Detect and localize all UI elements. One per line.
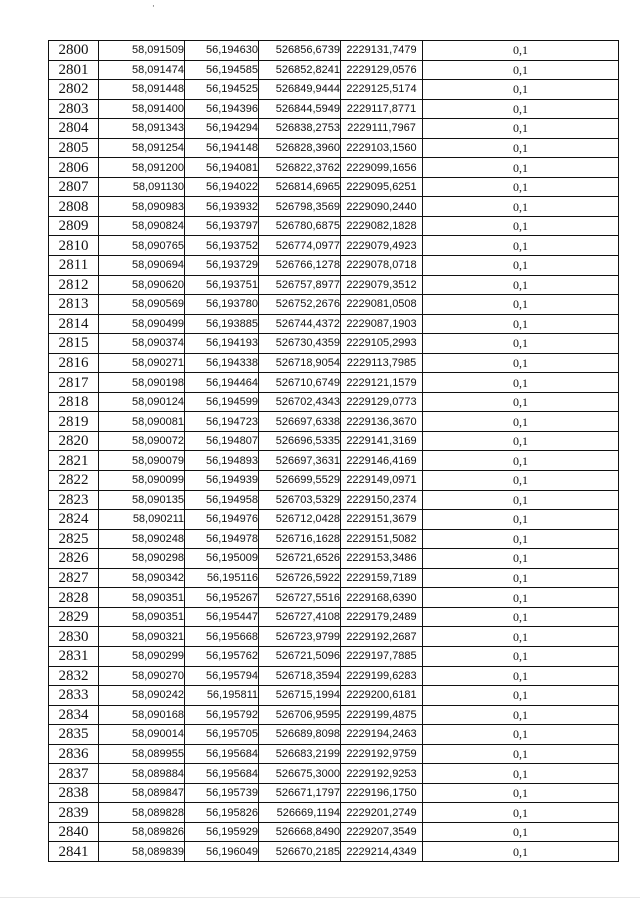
latitude-cell: 58,090499 [99,314,185,334]
x-coordinate-cell: 526844,5949 [259,99,341,119]
point-number-cell: 2815 [49,334,99,354]
y-coordinate-cell: 2229087,1903 [341,314,423,334]
table-row [49,236,619,256]
table-row [49,627,619,647]
y-coordinate-cell: 2229141,3169 [341,431,423,451]
y-coordinate-cell: 2229214,4349 [341,842,423,862]
accuracy-cell: 0,1 [423,764,619,784]
point-number-cell: 2803 [49,99,99,119]
longitude-cell: 56,194193 [185,334,259,354]
point-number-cell: 2800 [49,41,99,61]
latitude-cell: 58,090135 [99,490,185,510]
accuracy-cell: 0,1 [423,80,619,100]
accuracy-cell: 0,1 [423,783,619,803]
accuracy-cell: 0,1 [423,431,619,451]
accuracy-cell: 0,1 [423,216,619,236]
y-coordinate-cell: 2229192,2687 [341,627,423,647]
latitude-cell: 58,089839 [99,842,185,862]
x-coordinate-cell: 526697,6338 [259,412,341,432]
longitude-cell: 56,194978 [185,529,259,549]
latitude-cell: 58,090765 [99,236,185,256]
accuracy-cell: 0,1 [423,666,619,686]
table-row [49,412,619,432]
table-row [49,842,619,862]
longitude-cell: 56,194464 [185,373,259,393]
accuracy-cell: 0,1 [423,158,619,178]
y-coordinate-cell: 2229196,1750 [341,783,423,803]
x-coordinate-cell: 526721,6526 [259,549,341,569]
y-coordinate-cell: 2229197,7885 [341,646,423,666]
point-number-cell: 2829 [49,607,99,627]
table-row [49,216,619,236]
table-row [49,646,619,666]
point-number-cell: 2827 [49,568,99,588]
longitude-cell: 56,194599 [185,392,259,412]
latitude-cell: 58,090351 [99,607,185,627]
table-row [49,568,619,588]
latitude-cell: 58,090351 [99,588,185,608]
point-number-cell: 2818 [49,392,99,412]
table-row [49,119,619,139]
x-coordinate-cell: 526849,9444 [259,80,341,100]
point-number-cell: 2819 [49,412,99,432]
table-row [49,471,619,491]
point-number-cell: 2811 [49,256,99,276]
x-coordinate-cell: 526697,3631 [259,451,341,471]
table-row [49,138,619,158]
table-row [49,529,619,549]
y-coordinate-cell: 2229090,2440 [341,197,423,217]
y-coordinate-cell: 2229200,6181 [341,686,423,706]
x-coordinate-cell: 526703,5329 [259,490,341,510]
latitude-cell: 58,091130 [99,177,185,197]
latitude-cell: 58,090342 [99,568,185,588]
y-coordinate-cell: 2229082,1828 [341,216,423,236]
latitude-cell: 58,089826 [99,822,185,842]
point-number-cell: 2832 [49,666,99,686]
point-number-cell: 2801 [49,60,99,80]
y-coordinate-cell: 2229159,7189 [341,568,423,588]
table-row [49,705,619,725]
table-row [49,822,619,842]
x-coordinate-cell: 526699,5529 [259,471,341,491]
longitude-cell: 56,193729 [185,256,259,276]
accuracy-cell: 0,1 [423,99,619,119]
latitude-cell: 58,090374 [99,334,185,354]
latitude-cell: 58,090211 [99,510,185,530]
y-coordinate-cell: 2229095,6251 [341,177,423,197]
y-coordinate-cell: 2229131,7479 [341,41,423,61]
x-coordinate-cell: 526668,8490 [259,822,341,842]
x-coordinate-cell: 526766,1278 [259,256,341,276]
scan-edge-line [0,897,640,898]
table-row [49,744,619,764]
accuracy-cell: 0,1 [423,138,619,158]
table-row [49,549,619,569]
y-coordinate-cell: 2229207,3549 [341,822,423,842]
table-row [49,158,619,178]
point-number-cell: 2830 [49,627,99,647]
y-coordinate-cell: 2229146,4169 [341,451,423,471]
longitude-cell: 56,195009 [185,549,259,569]
accuracy-cell: 0,1 [423,295,619,315]
latitude-cell: 58,090321 [99,627,185,647]
y-coordinate-cell: 2229111,7967 [341,119,423,139]
accuracy-cell: 0,1 [423,842,619,862]
accuracy-cell: 0,1 [423,60,619,80]
table-row [49,686,619,706]
y-coordinate-cell: 2229117,8771 [341,99,423,119]
y-coordinate-cell: 2229149,0971 [341,471,423,491]
latitude-cell: 58,090072 [99,431,185,451]
y-coordinate-cell: 2229129,0773 [341,392,423,412]
longitude-cell: 56,195739 [185,783,259,803]
accuracy-cell: 0,1 [423,588,619,608]
accuracy-cell: 0,1 [423,236,619,256]
latitude-cell: 58,090824 [99,216,185,236]
table-row [49,764,619,784]
latitude-cell: 58,090694 [99,256,185,276]
latitude-cell: 58,090168 [99,705,185,725]
x-coordinate-cell: 526712,0428 [259,510,341,530]
point-number-cell: 2808 [49,197,99,217]
accuracy-cell: 0,1 [423,471,619,491]
longitude-cell: 56,194976 [185,510,259,530]
longitude-cell: 56,195826 [185,803,259,823]
longitude-cell: 56,194807 [185,431,259,451]
accuracy-cell: 0,1 [423,373,619,393]
point-number-cell: 2826 [49,549,99,569]
table-row [49,392,619,412]
point-number-cell: 2822 [49,471,99,491]
accuracy-cell: 0,1 [423,686,619,706]
table-row [49,275,619,295]
accuracy-cell: 0,1 [423,627,619,647]
point-number-cell: 2825 [49,529,99,549]
accuracy-cell: 0,1 [423,392,619,412]
table-row [49,256,619,276]
table-row [49,666,619,686]
coordinates-table [48,40,619,862]
y-coordinate-cell: 2229079,3512 [341,275,423,295]
y-coordinate-cell: 2229103,1560 [341,138,423,158]
longitude-cell: 56,193751 [185,275,259,295]
latitude-cell: 58,091400 [99,99,185,119]
point-number-cell: 2814 [49,314,99,334]
latitude-cell: 58,090298 [99,549,185,569]
accuracy-cell: 0,1 [423,490,619,510]
latitude-cell: 58,090099 [99,471,185,491]
y-coordinate-cell: 2229079,4923 [341,236,423,256]
x-coordinate-cell: 526718,9054 [259,353,341,373]
longitude-cell: 56,194630 [185,41,259,61]
x-coordinate-cell: 526798,3569 [259,197,341,217]
point-number-cell: 2816 [49,353,99,373]
latitude-cell: 58,091343 [99,119,185,139]
accuracy-cell: 0,1 [423,451,619,471]
y-coordinate-cell: 2229121,1579 [341,373,423,393]
accuracy-cell: 0,1 [423,197,619,217]
point-number-cell: 2809 [49,216,99,236]
point-number-cell: 2838 [49,783,99,803]
table-row [49,314,619,334]
x-coordinate-cell: 526752,2676 [259,295,341,315]
latitude-cell: 58,091474 [99,60,185,80]
table-row [49,353,619,373]
latitude-cell: 58,091448 [99,80,185,100]
accuracy-cell: 0,1 [423,725,619,745]
latitude-cell: 58,091200 [99,158,185,178]
point-number-cell: 2805 [49,138,99,158]
latitude-cell: 58,090299 [99,646,185,666]
y-coordinate-cell: 2229151,3679 [341,510,423,530]
accuracy-cell: 0,1 [423,314,619,334]
point-number-cell: 2837 [49,764,99,784]
accuracy-cell: 0,1 [423,705,619,725]
x-coordinate-cell: 526710,6749 [259,373,341,393]
point-number-cell: 2839 [49,803,99,823]
longitude-cell: 56,195929 [185,822,259,842]
x-coordinate-cell: 526716,1628 [259,529,341,549]
longitude-cell: 56,194081 [185,158,259,178]
table-row [49,60,619,80]
longitude-cell: 56,193780 [185,295,259,315]
latitude-cell: 58,090983 [99,197,185,217]
latitude-cell: 58,090248 [99,529,185,549]
coordinates-table-body [49,41,619,862]
longitude-cell: 56,195447 [185,607,259,627]
accuracy-cell: 0,1 [423,607,619,627]
longitude-cell: 56,195684 [185,744,259,764]
longitude-cell: 56,194723 [185,412,259,432]
x-coordinate-cell: 526727,4108 [259,607,341,627]
point-number-cell: 2821 [49,451,99,471]
longitude-cell: 56,195668 [185,627,259,647]
accuracy-cell: 0,1 [423,822,619,842]
latitude-cell: 58,091509 [99,41,185,61]
longitude-cell: 56,195116 [185,568,259,588]
accuracy-cell: 0,1 [423,744,619,764]
accuracy-cell: 0,1 [423,412,619,432]
point-number-cell: 2836 [49,744,99,764]
longitude-cell: 56,194022 [185,177,259,197]
table-row [49,803,619,823]
scan-dot-mark: · [152,2,155,12]
latitude-cell: 58,089847 [99,783,185,803]
point-number-cell: 2804 [49,119,99,139]
y-coordinate-cell: 2229129,0576 [341,60,423,80]
point-number-cell: 2834 [49,705,99,725]
accuracy-cell: 0,1 [423,510,619,530]
x-coordinate-cell: 526852,8241 [259,60,341,80]
table-row [49,197,619,217]
x-coordinate-cell: 526757,8977 [259,275,341,295]
point-number-cell: 2831 [49,646,99,666]
table-row [49,451,619,471]
accuracy-cell: 0,1 [423,568,619,588]
x-coordinate-cell: 526723,9799 [259,627,341,647]
longitude-cell: 56,195762 [185,646,259,666]
x-coordinate-cell: 526683,2199 [259,744,341,764]
x-coordinate-cell: 526726,5922 [259,568,341,588]
point-number-cell: 2813 [49,295,99,315]
latitude-cell: 58,089884 [99,764,185,784]
table-row [49,80,619,100]
accuracy-cell: 0,1 [423,646,619,666]
point-number-cell: 2817 [49,373,99,393]
accuracy-cell: 0,1 [423,41,619,61]
x-coordinate-cell: 526774,0977 [259,236,341,256]
latitude-cell: 58,089955 [99,744,185,764]
longitude-cell: 56,194958 [185,490,259,510]
point-number-cell: 2820 [49,431,99,451]
x-coordinate-cell: 526715,1994 [259,686,341,706]
latitude-cell: 58,090271 [99,353,185,373]
longitude-cell: 56,195811 [185,686,259,706]
y-coordinate-cell: 2229081,0508 [341,295,423,315]
latitude-cell: 58,090270 [99,666,185,686]
longitude-cell: 56,195792 [185,705,259,725]
y-coordinate-cell: 2229179,2489 [341,607,423,627]
point-number-cell: 2812 [49,275,99,295]
y-coordinate-cell: 2229199,6283 [341,666,423,686]
x-coordinate-cell: 526669,1194 [259,803,341,823]
x-coordinate-cell: 526706,9595 [259,705,341,725]
x-coordinate-cell: 526814,6965 [259,177,341,197]
y-coordinate-cell: 2229099,1656 [341,158,423,178]
y-coordinate-cell: 2229201,2749 [341,803,423,823]
x-coordinate-cell: 526744,4372 [259,314,341,334]
accuracy-cell: 0,1 [423,275,619,295]
table-row [49,607,619,627]
point-number-cell: 2840 [49,822,99,842]
table-row [49,177,619,197]
y-coordinate-cell: 2229192,9759 [341,744,423,764]
longitude-cell: 56,193797 [185,216,259,236]
x-coordinate-cell: 526822,3762 [259,158,341,178]
y-coordinate-cell: 2229113,7985 [341,353,423,373]
x-coordinate-cell: 526727,5516 [259,588,341,608]
x-coordinate-cell: 526702,4343 [259,392,341,412]
longitude-cell: 56,194525 [185,80,259,100]
accuracy-cell: 0,1 [423,529,619,549]
longitude-cell: 56,193752 [185,236,259,256]
x-coordinate-cell: 526670,2185 [259,842,341,862]
x-coordinate-cell: 526730,4359 [259,334,341,354]
point-number-cell: 2828 [49,588,99,608]
y-coordinate-cell: 2229136,3670 [341,412,423,432]
point-number-cell: 2835 [49,725,99,745]
y-coordinate-cell: 2229192,9253 [341,764,423,784]
accuracy-cell: 0,1 [423,549,619,569]
latitude-cell: 58,090242 [99,686,185,706]
x-coordinate-cell: 526856,6739 [259,41,341,61]
accuracy-cell: 0,1 [423,177,619,197]
table-row [49,490,619,510]
latitude-cell: 58,090081 [99,412,185,432]
y-coordinate-cell: 2229125,5174 [341,80,423,100]
longitude-cell: 56,194148 [185,138,259,158]
x-coordinate-cell: 526718,3594 [259,666,341,686]
latitude-cell: 58,090124 [99,392,185,412]
point-number-cell: 2807 [49,177,99,197]
longitude-cell: 56,195705 [185,725,259,745]
y-coordinate-cell: 2229199,4875 [341,705,423,725]
x-coordinate-cell: 526696,5335 [259,431,341,451]
table-row [49,41,619,61]
x-coordinate-cell: 526780,6875 [259,216,341,236]
x-coordinate-cell: 526838,2753 [259,119,341,139]
latitude-cell: 58,091254 [99,138,185,158]
longitude-cell: 56,195267 [185,588,259,608]
longitude-cell: 56,193932 [185,197,259,217]
latitude-cell: 58,090620 [99,275,185,295]
point-number-cell: 2806 [49,158,99,178]
point-number-cell: 2823 [49,490,99,510]
table-row [49,431,619,451]
table-row [49,295,619,315]
point-number-cell: 2833 [49,686,99,706]
table-row [49,510,619,530]
longitude-cell: 56,194585 [185,60,259,80]
longitude-cell: 56,194396 [185,99,259,119]
y-coordinate-cell: 2229150,2374 [341,490,423,510]
latitude-cell: 58,090198 [99,373,185,393]
y-coordinate-cell: 2229194,2463 [341,725,423,745]
x-coordinate-cell: 526689,8098 [259,725,341,745]
table-row [49,783,619,803]
latitude-cell: 58,090079 [99,451,185,471]
y-coordinate-cell: 2229078,0718 [341,256,423,276]
y-coordinate-cell: 2229153,3486 [341,549,423,569]
point-number-cell: 2841 [49,842,99,862]
y-coordinate-cell: 2229105,2993 [341,334,423,354]
longitude-cell: 56,195794 [185,666,259,686]
y-coordinate-cell: 2229151,5082 [341,529,423,549]
x-coordinate-cell: 526828,3960 [259,138,341,158]
point-number-cell: 2810 [49,236,99,256]
latitude-cell: 58,090569 [99,295,185,315]
table-row [49,373,619,393]
longitude-cell: 56,194939 [185,471,259,491]
table-row [49,725,619,745]
accuracy-cell: 0,1 [423,334,619,354]
point-number-cell: 2824 [49,510,99,530]
accuracy-cell: 0,1 [423,803,619,823]
table-row [49,334,619,354]
latitude-cell: 58,090014 [99,725,185,745]
longitude-cell: 56,195684 [185,764,259,784]
longitude-cell: 56,196049 [185,842,259,862]
longitude-cell: 56,194294 [185,119,259,139]
x-coordinate-cell: 526721,5096 [259,646,341,666]
longitude-cell: 56,193885 [185,314,259,334]
longitude-cell: 56,194338 [185,353,259,373]
x-coordinate-cell: 526671,1797 [259,783,341,803]
table-row [49,99,619,119]
table-row [49,588,619,608]
accuracy-cell: 0,1 [423,119,619,139]
latitude-cell: 58,089828 [99,803,185,823]
point-number-cell: 2802 [49,80,99,100]
accuracy-cell: 0,1 [423,256,619,276]
x-coordinate-cell: 526675,3000 [259,764,341,784]
y-coordinate-cell: 2229168,6390 [341,588,423,608]
accuracy-cell: 0,1 [423,353,619,373]
longitude-cell: 56,194893 [185,451,259,471]
